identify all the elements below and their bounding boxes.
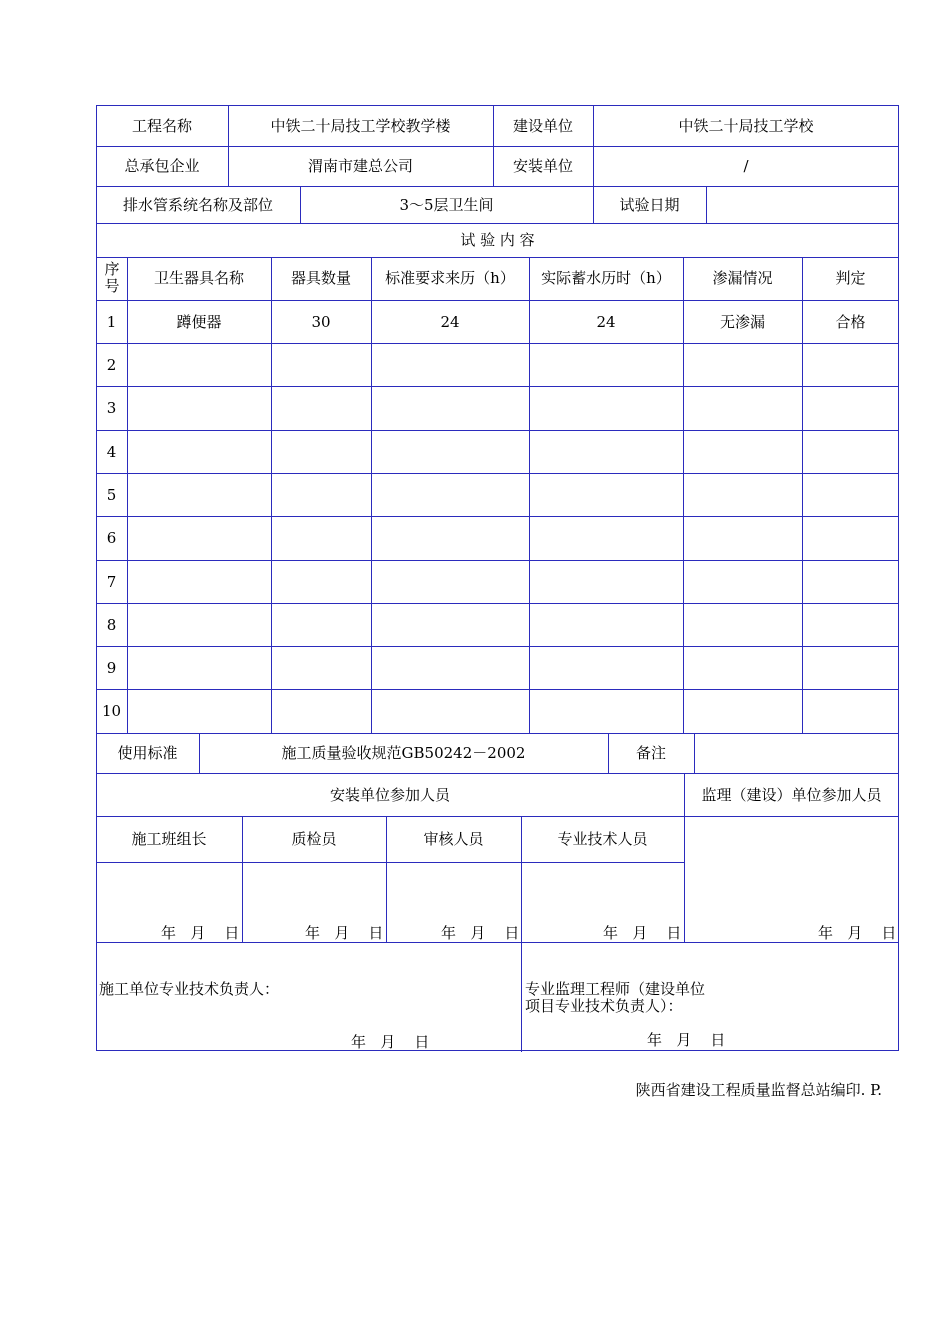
standard-value: 施工质量验收规范GB50242－2002 (281, 744, 526, 762)
row-divider (96, 257, 899, 258)
supervisor-label-line2: 项目专业技术负责人）： (525, 997, 683, 1015)
table-row-seq: 3 (106, 399, 117, 417)
row-divider (96, 816, 899, 817)
contractor-label: 总承包企业 (124, 157, 200, 175)
col-divider (706, 186, 707, 223)
row-divider (96, 603, 899, 604)
table-row-name: 蹲便器 (176, 313, 222, 331)
row-divider (96, 473, 899, 474)
table-row-seq: 6 (106, 529, 117, 547)
row-divider (96, 300, 899, 301)
reviewer-sign-date: 年 月 日 (441, 924, 520, 942)
foreman-sign-date: 年 月 日 (161, 924, 240, 942)
system-value: 3～5层卫生间 (399, 196, 494, 214)
row-divider (96, 223, 899, 224)
project-name-value: 中铁二十局技工学校教学楼 (270, 117, 451, 135)
seq-header: 序号 (104, 260, 120, 295)
standard-label: 使用标准 (117, 744, 178, 762)
table-row-seq: 10 (101, 702, 122, 720)
leak-header: 渗漏情况 (712, 269, 773, 287)
verdict-header: 判定 (835, 269, 866, 287)
inspector-sign-date: 年 月 日 (305, 924, 384, 942)
actual-header: 实际蓄水历时（h） (541, 269, 671, 287)
qty-header: 器具数量 (290, 269, 351, 287)
installer-label: 安装单位 (512, 157, 573, 175)
col-divider (694, 733, 695, 773)
table-row-seq: 2 (106, 356, 117, 374)
table-row-leak: 无渗漏 (719, 313, 765, 331)
std-header: 标准要求来历（h） (385, 269, 515, 287)
supervisor-label-line1: 专业监理工程师（建设单位 (525, 980, 706, 998)
table-row-seq: 7 (106, 573, 117, 591)
contractor-value: 渭南市建总公司 (307, 157, 413, 175)
supervisor-staff-label: 监理（建设）单位参加人员 (701, 786, 882, 804)
name-header: 卫生器具名称 (153, 269, 244, 287)
table-row-verdict: 合格 (835, 313, 866, 331)
tech-lead-label: 施工单位专业技术负责人： (99, 980, 280, 998)
row-divider (96, 386, 899, 387)
row-divider (96, 430, 899, 431)
table-row-std: 24 (440, 313, 460, 331)
table-row-actual: 24 (596, 313, 616, 331)
col-divider (521, 816, 522, 1052)
footer-publisher: 陕西省建设工程质量监督总站编印. P. (635, 1081, 882, 1099)
table-row-seq: 1 (106, 313, 117, 331)
row-divider (96, 343, 899, 344)
install-staff-label: 安装单位参加人员 (329, 786, 450, 804)
installer-value: / (743, 157, 749, 175)
row-divider (96, 773, 899, 774)
table-row-qty: 30 (311, 313, 331, 331)
row-divider (96, 942, 899, 943)
technician-label: 专业技术人员 (557, 830, 648, 848)
row-divider (96, 646, 899, 647)
system-label: 排水管系统名称及部位 (122, 196, 273, 214)
row-divider (96, 689, 899, 690)
row-divider (96, 516, 899, 517)
table-row-seq: 4 (106, 443, 117, 461)
reviewer-label: 审核人员 (423, 830, 484, 848)
row-divider (96, 733, 899, 734)
technician-sign-date: 年 月 日 (603, 924, 682, 942)
section-title: 试 验 内 容 (460, 231, 535, 249)
builder-label: 建设单位 (512, 117, 573, 135)
supervisor-sign-date: 年 月 日 (818, 924, 897, 942)
table-row-seq: 9 (106, 659, 117, 677)
tech-lead-sign-date: 年 月 日 (351, 1033, 430, 1051)
project-name-label: 工程名称 (131, 117, 192, 135)
row-divider (96, 560, 899, 561)
row-divider (96, 186, 899, 187)
remark-label: 备注 (635, 744, 666, 762)
row-divider (96, 146, 899, 147)
row-divider (96, 862, 684, 863)
foreman-label: 施工班组长 (131, 830, 207, 848)
table-row-seq: 5 (106, 486, 117, 504)
builder-value: 中铁二十局技工学校 (678, 117, 814, 135)
table-row-seq: 8 (106, 616, 117, 634)
test-date-label: 试验日期 (619, 196, 680, 214)
supervisor-engineer-sign-date: 年 月 日 (647, 1031, 726, 1049)
inspector-label: 质检员 (291, 830, 337, 848)
